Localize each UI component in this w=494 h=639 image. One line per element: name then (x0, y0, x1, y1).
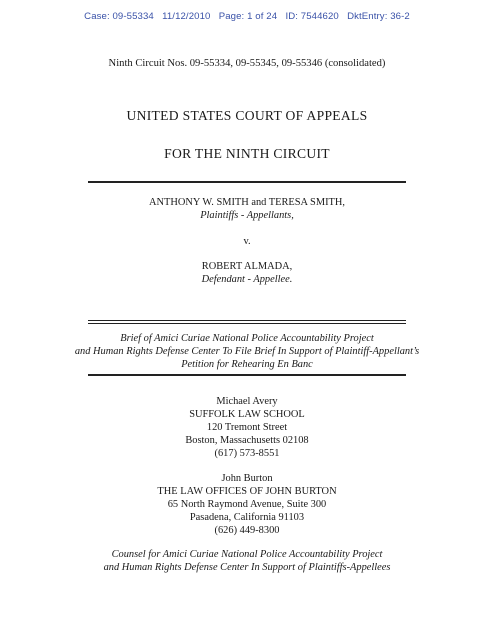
court-name-line2: FOR THE NINTH CIRCUIT (164, 146, 330, 161)
counsel-for-line2: and Human Rights Defense Center In Support of Plaintiffs-Appellees (103, 562, 391, 573)
counsel1-street: 120 Tremont Street (206, 422, 288, 433)
counsel2-street: 65 North Raymond Avenue, Suite 300 (167, 499, 327, 510)
brief-title-rule-bottom (88, 374, 406, 376)
brief-title-line2: and Human Rights Defense Center To File Brief In Support of Plaintiff-Appellant’s (74, 346, 420, 357)
counsel2-phone: (626) 449-8300 (214, 525, 280, 536)
header-page: Page: 1 of 24 (218, 11, 278, 22)
counsel2-city: Pasadena, California 91103 (189, 512, 305, 523)
brief-title-line1: Brief of Amici Curiae National Police Accountability Project (120, 333, 374, 344)
counsel2-name: John Burton (221, 473, 273, 484)
header-dkt-entry: DktEntry: 36-2 (347, 11, 410, 22)
counsel1-name: Michael Avery (216, 396, 278, 407)
counsel1-phone: (617) 573-8551 (214, 448, 280, 459)
brief-title-line3: Petition for Rehearing En Banc (181, 359, 313, 370)
plaintiffs-role: Plaintiffs - Appellants, (200, 210, 294, 221)
counsel1-firm: SUFFOLK LAW SCHOOL (189, 409, 305, 420)
counsel-for-line1: Counsel for Amici Curiae National Police Accountability Project (111, 549, 383, 560)
counsel1-city: Boston, Massachusetts 02108 (185, 435, 309, 446)
defendant-name: ROBERT ALMADA, (201, 261, 293, 272)
versus: v. (243, 236, 251, 247)
court-name-line1: UNITED STATES COURT OF APPEALS (126, 108, 368, 123)
counsel2-firm: THE LAW OFFICES OF JOHN BURTON (157, 486, 337, 497)
ecf-header-stamp (0, 11, 494, 22)
top-rule (88, 181, 406, 183)
plaintiffs-names: ANTHONY W. SMITH and TERESA SMITH, (149, 197, 345, 208)
header-id: ID: 7544620 (285, 11, 339, 22)
brief-title-rule-top (88, 320, 406, 321)
defendant-role: Defendant - Appellee. (201, 274, 293, 285)
header-case: Case: 09-55334 (84, 11, 154, 22)
case-numbers: Ninth Circuit Nos. 09-55334, 09-55345, 09-55346 (consolidated) (108, 58, 386, 69)
header-date: 11/12/2010 (162, 11, 211, 22)
brief-title-rule-top-2 (88, 323, 406, 324)
